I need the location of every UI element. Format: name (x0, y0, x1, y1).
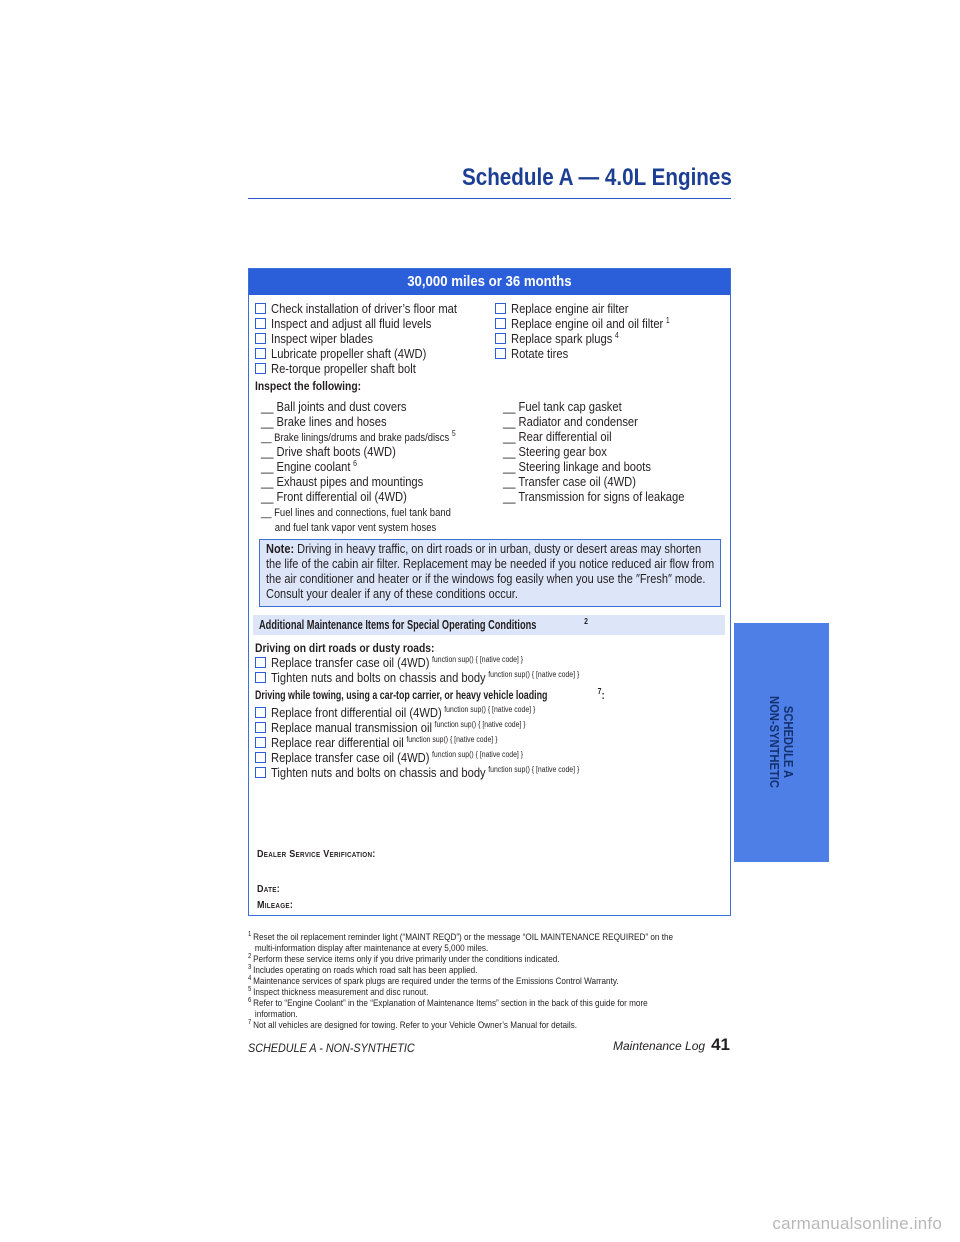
footnote-ref: function sup() { [native code] } (434, 719, 526, 729)
inspect-item-label: __ Fuel lines and connections, fuel tank band (261, 507, 451, 519)
checkbox[interactable] (255, 707, 266, 718)
checklist-item (255, 331, 487, 346)
checkbox[interactable] (255, 363, 266, 374)
footnote (248, 943, 663, 954)
checkbox[interactable] (255, 333, 266, 344)
page-number: 41 (711, 1035, 730, 1054)
inspect-item-label: __ Brake lines and hoses (261, 414, 387, 429)
inspect-item-label: __ Engine coolant $^6$ (261, 458, 357, 474)
footnote-ref: 7 (597, 687, 602, 696)
inspect-item (261, 414, 487, 429)
footnote-number: 1 (248, 930, 252, 938)
inspect-item (261, 459, 487, 474)
checkbox[interactable] (495, 318, 506, 329)
note-text: Driving in heavy traffic, on dirt roads or in urban, dusty or desert areas may shorten the life of the cabin air filter. Replacement may be needed if you notice reduced air flow from the air conditioner and heater or if the windows fog easily when you use the ″Fresh″ mode. Consult your dealer if any of these conditions occur. (266, 542, 715, 601)
inspect-item (261, 504, 487, 519)
date-label: Date: (257, 884, 280, 895)
footnote-ref: 1 (665, 315, 670, 325)
checklist-left (255, 301, 487, 376)
footnote-ref: function sup() { [native code] } (488, 764, 580, 774)
footnote (248, 1009, 663, 1020)
footnote (248, 976, 663, 987)
checklist-item-label: Tighten nuts and bolts on chassis and body $^{function sup() \{ [native code] \}}$ (271, 669, 580, 685)
checklist-item (255, 301, 487, 316)
footnote-text: information. (254, 1009, 298, 1020)
checklist-item (255, 361, 487, 376)
footnote-ref: 5 (451, 429, 456, 439)
footnote (248, 1020, 663, 1031)
footnote-text: Perform these service items only if you drive primarily under the conditions indicated. (253, 954, 560, 965)
footnote-number: 3 (248, 963, 252, 971)
footnote-number: 7 (248, 1018, 252, 1026)
inspect-item (503, 474, 714, 489)
footnote-text: Refer to “Engine Coolant” in the “Explanation of Maintenance Items” section in the back of this guide for more (253, 998, 648, 1009)
footnote-text: Maintenance services of spark plugs are required under the terms of the Emissions Control Warranty. (253, 976, 619, 987)
checklist-item-label: Replace engine oil and oil filter $^1$ (511, 315, 670, 331)
checklist-item-label: Inspect and adjust all fluid levels (271, 316, 432, 331)
inspect-item (503, 444, 714, 459)
inspect-item (261, 429, 487, 444)
checklist-item (255, 346, 487, 361)
footnote (248, 987, 663, 998)
checkbox[interactable] (255, 672, 266, 683)
footnote-ref: 2 (584, 616, 588, 626)
footer-page-info (613, 1035, 730, 1055)
dirt-roads-list (255, 655, 629, 685)
checklist-item (255, 735, 629, 750)
footnote-number: 6 (248, 996, 252, 1004)
footnote-ref: function sup() { [native code] } (406, 734, 498, 744)
checklist-right (495, 301, 696, 361)
inspect-item-label: __ Radiator and condenser (503, 414, 638, 429)
footnote-number: 5 (248, 985, 252, 993)
note-box (259, 539, 721, 607)
checklist-item-label: Rotate tires (511, 346, 569, 361)
inspect-item-label: __ Ball joints and dust covers (261, 399, 407, 414)
checkbox[interactable] (495, 333, 506, 344)
checkbox[interactable] (255, 752, 266, 763)
checkbox[interactable] (255, 737, 266, 748)
inspect-item (503, 399, 714, 414)
checklist-item-label: Re-torque propeller shaft bolt (271, 361, 416, 376)
footnote-text: Not all vehicles are designed for towing. Refer to your Vehicle Owner’s Manual for details. (253, 1020, 578, 1031)
footnote-ref: function sup() { [native code] } (432, 654, 524, 664)
checkbox[interactable] (255, 348, 266, 359)
inspect-item (261, 399, 487, 414)
checklist-item (255, 670, 629, 685)
footnote-text: multi-information display after maintenance at every 5,000 miles. (254, 943, 489, 954)
footnote-ref: function sup() { [native code] } (432, 749, 524, 759)
footnote-text: Reset the oil replacement reminder light (“MAINT REQD”) or the message “OIL MAINTENANCE REQUIRED” on the (253, 932, 674, 943)
checkbox[interactable] (255, 767, 266, 778)
checklist-item (255, 316, 487, 331)
inspect-item (503, 414, 714, 429)
inspect-item-label: __ Steering linkage and boots (503, 459, 651, 474)
inspect-item (503, 459, 714, 474)
checkbox[interactable] (255, 722, 266, 733)
footnote (248, 954, 663, 965)
inspect-item (261, 519, 487, 534)
checklist-item (255, 750, 629, 765)
inspect-heading: Inspect the following: (255, 379, 362, 393)
checklist-item (495, 346, 696, 361)
inspect-item (261, 474, 487, 489)
dirt-roads-heading: Driving on dirt roads or dusty roads: (255, 641, 435, 655)
interval-header (249, 269, 730, 295)
inspect-list-left (261, 399, 487, 534)
special-conditions-heading: Additional Maintenance Items for Special Operating Conditions (259, 618, 537, 632)
title-rule (248, 198, 731, 199)
checklist-item-label: Replace engine air filter (511, 301, 629, 316)
maintenance-interval-box (248, 268, 731, 916)
checklist-item-label: Replace manual transmission oil $^{function sup() \{ [native code] \}}$ (271, 719, 526, 735)
footer-section-name: SCHEDULE A - NON-SYNTHETIC (248, 1041, 415, 1055)
footnote-text: Includes operating on roads which road salt has been applied. (253, 965, 478, 976)
checklist-item (495, 331, 696, 346)
footer-log-label: Maintenance Log (613, 1039, 706, 1053)
inspect-item-label: __ Exhaust pipes and mountings (261, 474, 424, 489)
inspect-item-label: __ Transfer case oil (4WD) (503, 474, 636, 489)
checklist-item (495, 301, 696, 316)
towing-heading: Driving while towing, using a car-top carrier, or heavy vehicle loading $^7$: (255, 687, 605, 702)
footnote-number: 4 (248, 974, 252, 982)
inspect-item-label: __ Transmission for signs of leakage (503, 489, 685, 504)
checklist-item-label: Tighten nuts and bolts on chassis and body $^{function sup() \{ [native code] \}}$ (271, 764, 580, 780)
section-tab (734, 623, 829, 862)
inspect-item-label: __ Drive shaft boots (4WD) (261, 444, 396, 459)
watermark: carmanualsonline.info (772, 1214, 942, 1233)
footnote (248, 998, 663, 1009)
checklist-item-label: Replace transfer case oil (4WD) $^{function sup() \{ [native code] \}}$ (271, 749, 524, 765)
inspect-item-label: __ Steering gear box (503, 444, 607, 459)
checklist-item-label: Replace transfer case oil (4WD) $^{function sup() \{ [native code] \}}$ (271, 654, 524, 670)
inspect-list-right (503, 399, 714, 504)
footnote-ref: function sup() { [native code] } (488, 669, 580, 679)
footnotes (248, 932, 731, 1031)
checklist-item (495, 316, 696, 331)
checklist-item-label: Replace front differential oil (4WD) $^{function sup() \{ [native code] \}}$ (271, 704, 536, 720)
inspect-item-label: __ Rear differential oil (503, 429, 612, 444)
inspect-item-label: __ Fuel tank cap gasket (503, 399, 622, 414)
inspect-item-label: __ Front differential oil (4WD) (261, 489, 407, 504)
checklist-item-label: Replace rear differential oil $^{function sup() \{ [native code] \}}$ (271, 734, 498, 750)
footnote-ref: 4 (614, 330, 619, 340)
footnote-ref: function sup() { [native code] } (444, 704, 536, 714)
footnote-number: 2 (248, 952, 252, 960)
footnote-ref: 6 (353, 458, 357, 468)
dealer-verification-label: Dealer Service Verification: (257, 849, 376, 860)
note-label: Note: (266, 542, 295, 556)
checklist-item (255, 705, 629, 720)
checkbox[interactable] (495, 348, 506, 359)
page-title: Schedule A — 4.0L Engines (462, 164, 732, 191)
interval-label: 30,000 miles or 36 months (407, 273, 572, 290)
checklist-item (255, 655, 629, 670)
footnote-text: Inspect thickness measurement and disc runout. (253, 987, 429, 998)
checkbox[interactable] (495, 303, 506, 314)
footnote (248, 965, 663, 976)
inspect-item (503, 429, 714, 444)
checkbox[interactable] (255, 318, 266, 329)
checklist-item-label: Replace spark plugs $^4$ (511, 330, 619, 346)
checklist-item-label: Inspect wiper blades (271, 331, 373, 346)
footnote (248, 930, 674, 943)
checklist-item-label: Check installation of driver’s floor mat (271, 301, 458, 316)
towing-list (255, 705, 629, 780)
checkbox[interactable] (255, 303, 266, 314)
inspect-item (261, 444, 487, 459)
inspect-item-label: __ Brake linings/drums and brake pads/discs $^5$ (261, 429, 456, 444)
inspect-item-label: and fuel tank vapor vent system hoses (274, 522, 437, 534)
checklist-item-label: Lubricate propeller shaft (4WD) (271, 346, 427, 361)
checkbox[interactable] (255, 657, 266, 668)
mileage-label: Mileage: (257, 900, 294, 911)
section-tab-label: SCHEDULE A NON-SYNTHETIC (767, 696, 796, 788)
checklist-item (255, 720, 629, 735)
inspect-item (261, 489, 487, 504)
checklist-item (255, 765, 629, 780)
special-conditions-bar (253, 615, 725, 635)
inspect-item (503, 489, 714, 504)
